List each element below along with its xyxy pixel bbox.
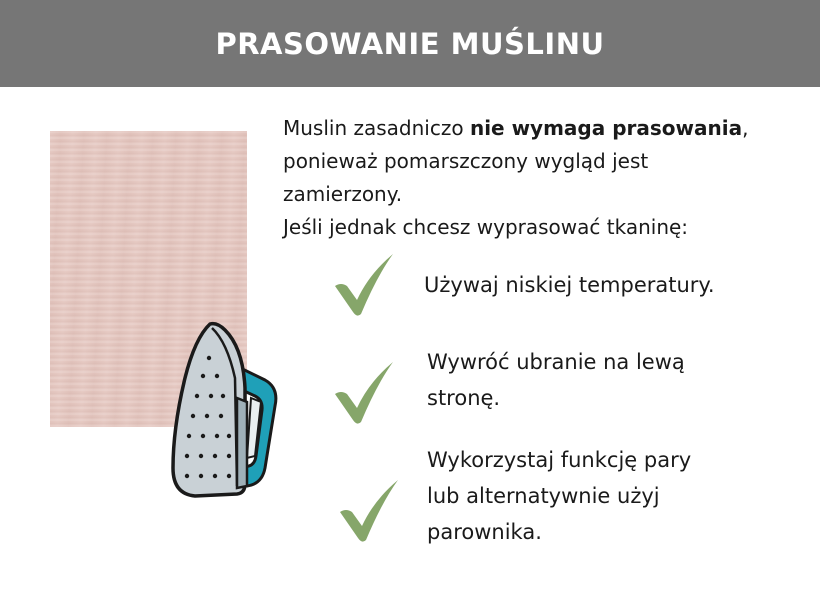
item-3-line-2: lub alternatywnie użyj: [427, 484, 660, 508]
intro-part1: Muslin zasadniczo: [283, 116, 470, 140]
item-3-line-1: Wykorzystaj funkcję pary: [427, 448, 692, 472]
intro-bold: nie wymaga prasowania: [469, 116, 743, 140]
iron-icon: [165, 318, 285, 503]
list-item: [427, 344, 757, 416]
page-title: PRASOWANIE MUŚLINU: [215, 26, 605, 61]
header-bar: [0, 0, 820, 87]
list-item: [424, 267, 754, 303]
item-2-line-1: Wywróć ubranie na lewą: [427, 350, 685, 374]
checkmark-icon: [336, 478, 402, 544]
item-3-line-3: parownika.: [427, 520, 542, 544]
intro-line-1: [283, 112, 803, 145]
intro-line-4: Jeśli jednak chcesz wyprasować tkaninę:: [283, 215, 689, 239]
intro-text: [283, 112, 803, 244]
intro-part2: ,: [742, 116, 749, 140]
checkmark-icon: [331, 360, 397, 426]
item-1-line-1: Używaj niskiej temperatury.: [424, 273, 715, 297]
list-item: [427, 442, 757, 550]
item-2-line-2: stronę.: [427, 386, 501, 410]
intro-line-2: ponieważ pomarszczony wygląd jest: [283, 149, 649, 173]
checkmark-icon: [331, 252, 397, 318]
intro-line-3: zamierzony.: [283, 182, 403, 206]
